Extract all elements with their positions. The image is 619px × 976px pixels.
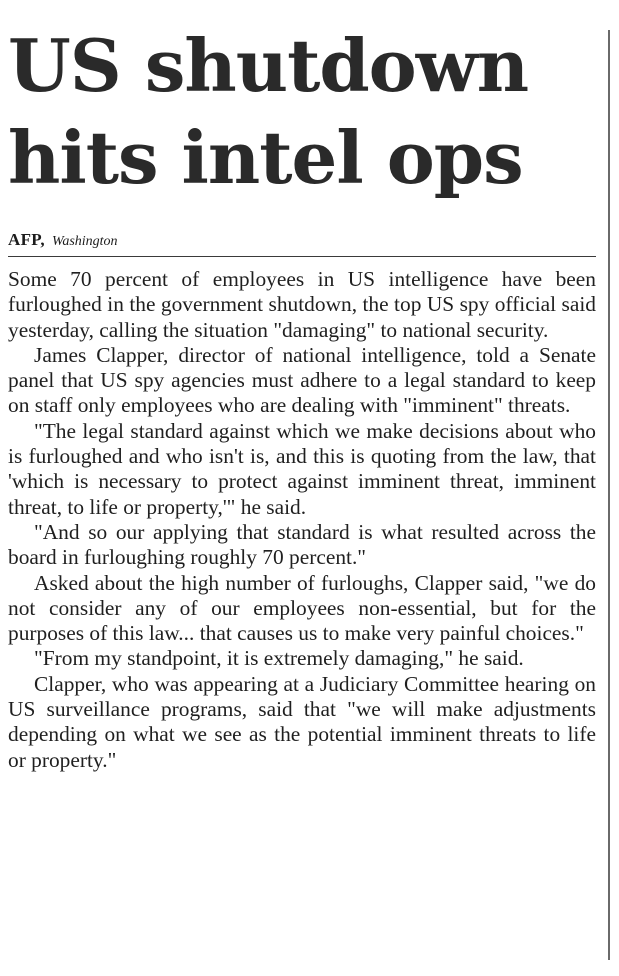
- news-article: [8, 0, 596, 773]
- paragraph: Clapper, who was appearing at a Judiciary Committee hearing on US surveillance programs, said that "we will make adjustments depending on what we see as the potential imminent threats to life or property.": [8, 671, 596, 772]
- paragraph: Asked about the high number of furloughs, Clapper said, "we do not consider any of our employees non-essential, but for the purposes of this law... that causes us to make very painful choices.": [8, 570, 596, 646]
- paragraph: "The legal standard against which we make decisions about who is furloughed and who isn't is, and this is quoting from the law, that 'which is necessary to protect against imminent threat, imminent threat, to life or property,'" he said.: [8, 418, 596, 519]
- paragraph: James Clapper, director of national intelligence, told a Senate panel that US spy agencies must adhere to a legal standard to keep on staff only employees who are dealing with "imminent" threats.: [8, 342, 596, 418]
- article-body: [8, 267, 596, 773]
- byline-location: Washington: [51, 234, 118, 249]
- headline-line-1: US shutdown: [8, 23, 529, 108]
- paragraph: Some 70 percent of employees in US intelligence have been furloughed in the government shutdown, the top US spy official said yesterday, calling the situation "damaging" to national security.: [8, 267, 596, 342]
- byline: [8, 230, 596, 257]
- paragraph: "From my standpoint, it is extremely damaging," he said.: [34, 646, 524, 671]
- headline: [8, 0, 596, 204]
- paragraph: "And so our applying that standard is what resulted across the board in furloughing roughly 70 percent.": [8, 519, 596, 570]
- byline-agency: AFP,: [8, 230, 45, 249]
- column-divider: [608, 30, 610, 960]
- headline-line-2: hits intel ops: [8, 115, 523, 200]
